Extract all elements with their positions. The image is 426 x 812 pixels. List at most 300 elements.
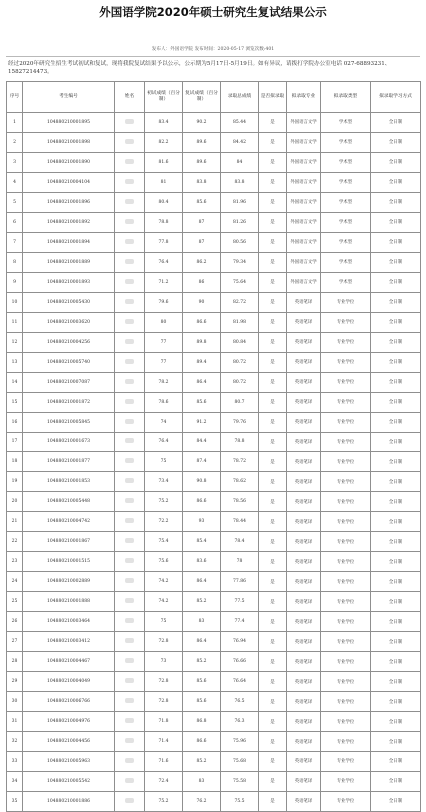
cell-total: 75.58 [221, 771, 259, 791]
cell-major: 外国语言文学 [287, 252, 321, 272]
redacted-name-mask [125, 638, 134, 643]
cell-name [115, 412, 145, 432]
cell-major: 英语笔译 [287, 372, 321, 392]
cell-total: 84.42 [221, 132, 259, 152]
table-row [7, 412, 421, 432]
cell-admit: 是 [259, 252, 287, 272]
cell-major: 外国语言文学 [287, 152, 321, 172]
cell-major: 英语笔译 [287, 692, 321, 712]
table-row [7, 212, 421, 232]
cell-admit: 是 [259, 572, 287, 592]
header-cell: 是否拟录取 [259, 82, 287, 113]
cell-admit: 是 [259, 732, 287, 752]
redacted-name-mask [125, 538, 134, 543]
cell-retest: 89.6 [183, 152, 221, 172]
cell-no: 9 [7, 272, 23, 292]
cell-no: 17 [7, 432, 23, 452]
cell-name [115, 771, 145, 791]
cell-mode: 全日制 [371, 352, 421, 372]
cell-retest: 85.2 [183, 592, 221, 612]
cell-no: 32 [7, 732, 23, 752]
cell-mode: 全日制 [371, 272, 421, 292]
cell-admit: 是 [259, 212, 287, 232]
publish-meta: 发布人：外国语学院 发布时间：2020-05-17 浏览次数:401 [151, 47, 275, 52]
cell-init: 75 [145, 452, 183, 472]
cell-mode: 全日制 [371, 572, 421, 592]
header-cell: 拟录取专业 [287, 82, 321, 113]
cell-admit: 是 [259, 791, 287, 811]
cell-init: 75.2 [145, 492, 183, 512]
cell-type: 专业学位 [321, 372, 371, 392]
cell-mode: 全日制 [371, 652, 421, 672]
cell-init: 71.8 [145, 712, 183, 732]
cell-id: 104880210004976 [23, 712, 115, 732]
table-row [7, 332, 421, 352]
cell-type: 专业学位 [321, 332, 371, 352]
table-row [7, 612, 421, 632]
cell-major: 英语笔译 [287, 572, 321, 592]
cell-admit: 是 [259, 612, 287, 632]
cell-major: 英语笔译 [287, 432, 321, 452]
redacted-name-mask [125, 219, 134, 224]
cell-id: 104880210001877 [23, 452, 115, 472]
cell-retest: 86.6 [183, 312, 221, 332]
cell-mode: 全日制 [371, 672, 421, 692]
cell-total: 81.96 [221, 192, 259, 212]
cell-mode: 全日制 [371, 212, 421, 232]
cell-type: 专业学位 [321, 412, 371, 432]
cell-admit: 是 [259, 592, 287, 612]
cell-id: 104880210001895 [23, 113, 115, 133]
cell-major: 英语笔译 [287, 732, 321, 752]
cell-name [115, 672, 145, 692]
table-row [7, 712, 421, 732]
cell-major: 英语笔译 [287, 352, 321, 372]
cell-major: 英语笔译 [287, 292, 321, 312]
cell-major: 英语笔译 [287, 552, 321, 572]
cell-no: 26 [7, 612, 23, 632]
cell-total: 75.5 [221, 791, 259, 811]
cell-retest: 85.6 [183, 392, 221, 412]
cell-name [115, 172, 145, 192]
table-row [7, 432, 421, 452]
divider [6, 56, 420, 57]
cell-mode: 全日制 [371, 332, 421, 352]
cell-mode: 全日制 [371, 192, 421, 212]
cell-major: 外国语言文学 [287, 172, 321, 192]
cell-no: 23 [7, 552, 23, 572]
cell-id: 104880210003412 [23, 632, 115, 652]
cell-admit: 是 [259, 272, 287, 292]
redacted-name-mask [125, 259, 134, 264]
cell-total: 77.5 [221, 592, 259, 612]
cell-admit: 是 [259, 332, 287, 352]
cell-total: 77.4 [221, 612, 259, 632]
cell-mode: 全日制 [371, 612, 421, 632]
redacted-name-mask [125, 438, 134, 443]
table-row [7, 152, 421, 172]
cell-major: 英语笔译 [287, 791, 321, 811]
cell-total: 78.72 [221, 452, 259, 472]
redacted-name-mask [125, 598, 134, 603]
cell-total: 85.44 [221, 113, 259, 133]
cell-major: 英语笔译 [287, 492, 321, 512]
cell-admit: 是 [259, 712, 287, 732]
redacted-name-mask [125, 518, 134, 523]
cell-no: 35 [7, 791, 23, 811]
cell-type: 专业学位 [321, 652, 371, 672]
cell-id: 104880210004742 [23, 512, 115, 532]
redacted-name-mask [125, 498, 134, 503]
cell-retest: 85.4 [183, 532, 221, 552]
table-row [7, 752, 421, 772]
cell-init: 74.2 [145, 592, 183, 612]
cell-name [115, 791, 145, 811]
cell-id: 104880210001892 [23, 212, 115, 232]
header-cell: 考生编号 [23, 82, 115, 113]
cell-name [115, 352, 145, 372]
cell-no: 10 [7, 292, 23, 312]
cell-total: 76.3 [221, 712, 259, 732]
table-row [7, 572, 421, 592]
cell-major: 英语笔译 [287, 512, 321, 532]
cell-init: 78.2 [145, 372, 183, 392]
cell-total: 78.44 [221, 512, 259, 532]
cell-admit: 是 [259, 532, 287, 552]
cell-total: 78.56 [221, 492, 259, 512]
cell-admit: 是 [259, 113, 287, 133]
cell-major: 英语笔译 [287, 452, 321, 472]
cell-type: 专业学位 [321, 352, 371, 372]
intro-paragraph: 经过2020年研究生招生考试初试和复试，现将我院复试结果予以公示，公示期为5月17日-5月19日。如有异议，请拨打学院办公室电话 027-68893231、15827214473。 [8, 61, 391, 75]
cell-id: 104880210001886 [23, 791, 115, 811]
redacted-name-mask [125, 578, 134, 583]
cell-total: 80.72 [221, 352, 259, 372]
cell-mode: 全日制 [371, 732, 421, 752]
cell-init: 80 [145, 312, 183, 332]
cell-init: 74.2 [145, 572, 183, 592]
cell-total: 76.66 [221, 652, 259, 672]
table-row [7, 452, 421, 472]
redacted-name-mask [125, 458, 134, 463]
table-row [7, 372, 421, 392]
table-row [7, 771, 421, 791]
redacted-name-mask [125, 718, 134, 723]
cell-name [115, 192, 145, 212]
cell-id: 104880210002889 [23, 572, 115, 592]
table-row [7, 552, 421, 572]
cell-type: 专业学位 [321, 552, 371, 572]
redacted-name-mask [125, 239, 134, 244]
cell-id: 104880210001515 [23, 552, 115, 572]
cell-init: 72.2 [145, 512, 183, 532]
cell-init: 76.4 [145, 432, 183, 452]
cell-admit: 是 [259, 771, 287, 791]
cell-id: 104880210003620 [23, 312, 115, 332]
cell-mode: 全日制 [371, 113, 421, 133]
cell-mode: 全日制 [371, 312, 421, 332]
cell-retest: 86.2 [183, 252, 221, 272]
table-header-row [7, 82, 421, 113]
cell-total: 77.86 [221, 572, 259, 592]
cell-major: 英语笔译 [287, 392, 321, 412]
cell-retest: 86 [183, 272, 221, 292]
cell-id: 104880210005448 [23, 492, 115, 512]
cell-type: 专业学位 [321, 532, 371, 552]
cell-name [115, 212, 145, 232]
cell-id: 104880210001872 [23, 392, 115, 412]
cell-admit: 是 [259, 192, 287, 212]
cell-init: 73 [145, 652, 183, 672]
cell-major: 外国语言文学 [287, 212, 321, 232]
cell-no: 16 [7, 412, 23, 432]
table-row [7, 192, 421, 212]
redacted-name-mask [125, 359, 134, 364]
cell-type: 专业学位 [321, 672, 371, 692]
cell-mode: 全日制 [371, 172, 421, 192]
cell-retest: 86.6 [183, 732, 221, 752]
cell-no: 13 [7, 352, 23, 372]
cell-no: 34 [7, 771, 23, 791]
cell-init: 72.8 [145, 672, 183, 692]
cell-total: 75.68 [221, 752, 259, 772]
cell-major: 英语笔译 [287, 472, 321, 492]
cell-no: 27 [7, 632, 23, 652]
cell-id: 104880210005430 [23, 292, 115, 312]
redacted-name-mask [125, 279, 134, 284]
redacted-name-mask [125, 698, 134, 703]
cell-init: 77 [145, 352, 183, 372]
cell-total: 78.8 [221, 432, 259, 452]
cell-name [115, 312, 145, 332]
cell-admit: 是 [259, 232, 287, 252]
cell-mode: 全日制 [371, 492, 421, 512]
cell-mode: 全日制 [371, 552, 421, 572]
page-title: 外国语学院2020年硕士研究生复试结果公示 [99, 5, 327, 19]
cell-total: 80.7 [221, 392, 259, 412]
cell-mode: 全日制 [371, 771, 421, 791]
cell-retest: 83 [183, 612, 221, 632]
cell-id: 104880210005542 [23, 771, 115, 791]
cell-type: 专业学位 [321, 612, 371, 632]
cell-init: 79.6 [145, 292, 183, 312]
table-row [7, 532, 421, 552]
cell-major: 英语笔译 [287, 752, 321, 772]
cell-retest: 85.6 [183, 692, 221, 712]
cell-type: 专业学位 [321, 512, 371, 532]
cell-total: 75.96 [221, 732, 259, 752]
cell-major: 外国语言文学 [287, 113, 321, 133]
cell-admit: 是 [259, 412, 287, 432]
cell-init: 81.6 [145, 152, 183, 172]
cell-admit: 是 [259, 692, 287, 712]
cell-retest: 87 [183, 232, 221, 252]
redacted-name-mask [125, 678, 134, 683]
cell-init: 74 [145, 412, 183, 432]
header-cell: 序号 [7, 82, 23, 113]
redacted-name-mask [125, 758, 134, 763]
cell-no: 15 [7, 392, 23, 412]
cell-retest: 84.4 [183, 432, 221, 452]
cell-no: 24 [7, 572, 23, 592]
cell-no: 1 [7, 113, 23, 133]
cell-type: 专业学位 [321, 692, 371, 712]
cell-init: 76.4 [145, 252, 183, 272]
cell-major: 英语笔译 [287, 332, 321, 352]
redacted-name-mask [125, 558, 134, 563]
redacted-name-mask [125, 179, 134, 184]
cell-retest: 85.2 [183, 752, 221, 772]
cell-name [115, 492, 145, 512]
cell-total: 76.5 [221, 692, 259, 712]
cell-no: 22 [7, 532, 23, 552]
cell-admit: 是 [259, 672, 287, 692]
cell-retest: 85.6 [183, 192, 221, 212]
cell-retest: 76.2 [183, 791, 221, 811]
cell-init: 72.8 [145, 632, 183, 652]
cell-name [115, 712, 145, 732]
cell-major: 英语笔译 [287, 312, 321, 332]
cell-retest: 89.6 [183, 132, 221, 152]
cell-no: 6 [7, 212, 23, 232]
cell-admit: 是 [259, 752, 287, 772]
cell-name [115, 132, 145, 152]
cell-type: 专业学位 [321, 492, 371, 512]
cell-id: 104880210001894 [23, 232, 115, 252]
cell-init: 77 [145, 332, 183, 352]
cell-retest: 85.6 [183, 672, 221, 692]
table-row [7, 352, 421, 372]
table-row [7, 732, 421, 752]
cell-retest: 86.6 [183, 492, 221, 512]
table-body [7, 113, 421, 812]
cell-retest: 86.8 [183, 712, 221, 732]
redacted-name-mask [125, 478, 134, 483]
cell-no: 20 [7, 492, 23, 512]
cell-admit: 是 [259, 492, 287, 512]
cell-mode: 全日制 [371, 592, 421, 612]
table-row [7, 672, 421, 692]
cell-type: 专业学位 [321, 632, 371, 652]
cell-total: 81.26 [221, 212, 259, 232]
cell-retest: 83.8 [183, 172, 221, 192]
cell-admit: 是 [259, 352, 287, 372]
cell-name [115, 572, 145, 592]
cell-total: 76.64 [221, 672, 259, 692]
cell-no: 4 [7, 172, 23, 192]
redacted-name-mask [125, 199, 134, 204]
cell-mode: 全日制 [371, 752, 421, 772]
cell-retest: 87.4 [183, 452, 221, 472]
redacted-name-mask [125, 299, 134, 304]
cell-id: 104880210001867 [23, 532, 115, 552]
cell-name [115, 113, 145, 133]
cell-mode: 全日制 [371, 292, 421, 312]
redacted-name-mask [125, 399, 134, 404]
cell-id: 104880210004456 [23, 732, 115, 752]
cell-mode: 全日制 [371, 452, 421, 472]
header-cell: 姓名 [115, 82, 145, 113]
cell-retest: 90 [183, 292, 221, 312]
cell-type: 专业学位 [321, 312, 371, 332]
cell-mode: 全日制 [371, 372, 421, 392]
cell-id: 104880210001853 [23, 472, 115, 492]
cell-init: 78.8 [145, 212, 183, 232]
cell-id: 104880210005845 [23, 412, 115, 432]
cell-total: 82.72 [221, 292, 259, 312]
table-row [7, 392, 421, 412]
cell-total: 75.64 [221, 272, 259, 292]
cell-mode: 全日制 [371, 532, 421, 552]
cell-major: 英语笔译 [287, 672, 321, 692]
cell-name [115, 632, 145, 652]
cell-retest: 86.4 [183, 632, 221, 652]
cell-total: 78 [221, 552, 259, 572]
redacted-name-mask [125, 139, 134, 144]
table-row [7, 791, 421, 811]
table-row [7, 312, 421, 332]
table-row [7, 652, 421, 672]
cell-type: 学术型 [321, 152, 371, 172]
cell-admit: 是 [259, 312, 287, 332]
cell-name [115, 512, 145, 532]
cell-id: 104880210006766 [23, 692, 115, 712]
cell-type: 学术型 [321, 132, 371, 152]
cell-name [115, 552, 145, 572]
cell-retest: 93 [183, 512, 221, 532]
redacted-name-mask [125, 379, 134, 384]
cell-no: 7 [7, 232, 23, 252]
cell-no: 25 [7, 592, 23, 612]
table-row [7, 632, 421, 652]
cell-id: 104880210003464 [23, 612, 115, 632]
cell-major: 英语笔译 [287, 652, 321, 672]
cell-name [115, 652, 145, 672]
cell-admit: 是 [259, 432, 287, 452]
cell-id: 104880210001673 [23, 432, 115, 452]
cell-admit: 是 [259, 292, 287, 312]
redacted-name-mask [125, 159, 134, 164]
cell-mode: 全日制 [371, 132, 421, 152]
cell-init: 72.8 [145, 692, 183, 712]
cell-name [115, 692, 145, 712]
redacted-name-mask [125, 738, 134, 743]
cell-total: 81.98 [221, 312, 259, 332]
header-cell: 拟录取类型 [321, 82, 371, 113]
cell-major: 英语笔译 [287, 712, 321, 732]
cell-retest: 83 [183, 771, 221, 791]
cell-mode: 全日制 [371, 632, 421, 652]
cell-major: 外国语言文学 [287, 132, 321, 152]
cell-retest: 89.4 [183, 352, 221, 372]
cell-id: 104880210005740 [23, 352, 115, 372]
cell-admit: 是 [259, 452, 287, 472]
cell-type: 学术型 [321, 252, 371, 272]
cell-no: 12 [7, 332, 23, 352]
cell-init: 78.6 [145, 392, 183, 412]
cell-total: 78.62 [221, 472, 259, 492]
cell-name [115, 612, 145, 632]
cell-retest: 90.2 [183, 113, 221, 133]
cell-retest: 91.2 [183, 412, 221, 432]
cell-type: 专业学位 [321, 392, 371, 412]
cell-name [115, 752, 145, 772]
cell-major: 外国语言文学 [287, 232, 321, 252]
table-row [7, 172, 421, 192]
cell-total: 84 [221, 152, 259, 172]
cell-no: 14 [7, 372, 23, 392]
header-cell: 拟录取学习方式 [371, 82, 421, 113]
